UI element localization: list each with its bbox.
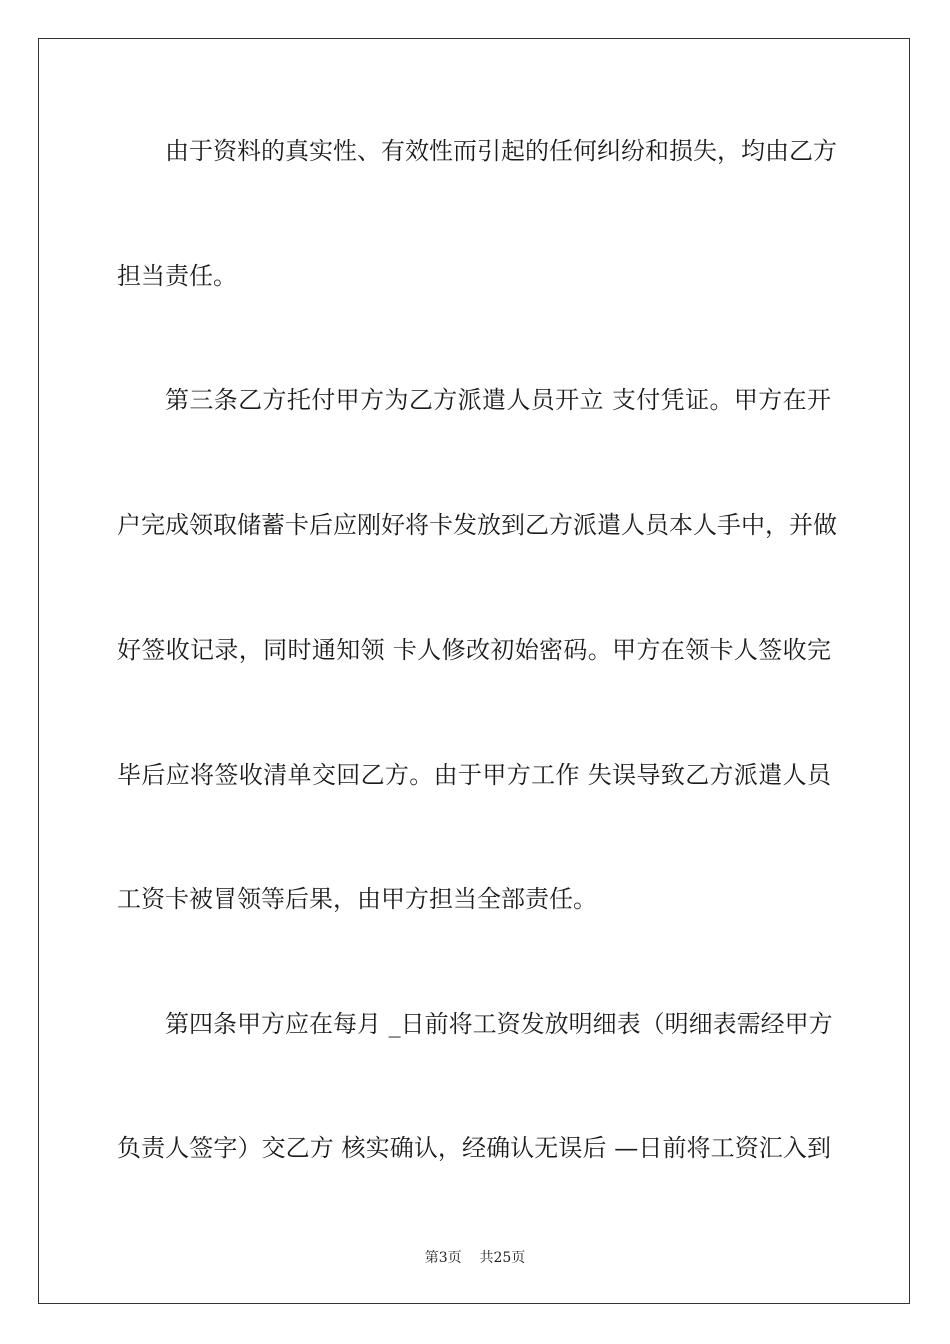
paragraph-line: 负责人签字）交乙方 核实确认，经确认无误后 —日前将工资汇入到 (117, 1134, 831, 1162)
paragraph-line: 担当责任。 (117, 262, 237, 290)
page-border (38, 38, 910, 1304)
page-number-footer: 第3页 共25页 (424, 1250, 526, 1266)
paragraph-line: 工资卡被冒领等后果，由甲方担当全部责任。 (117, 885, 597, 913)
paragraph-line: 户完成领取储蓄卡后应刚好将卡发放到乙方派遣人员本人手中，并做 (117, 511, 837, 539)
paragraph-line: 好签收记录，同时通知领 卡人修改初始密码。甲方在领卡人签收完 (117, 636, 831, 664)
paragraph-line: 第四条甲方应在每月 _日前将工资发放明细表（明细表需经甲方 (165, 1010, 833, 1038)
paragraph-line: 毕后应将签收清单交回乙方。由于甲方工作 失误导致乙方派遣人员 (117, 761, 831, 789)
paragraph-line: 第三条乙方托付甲方为乙方派遣人员开立 支付凭证。甲方在开 (165, 386, 831, 414)
paragraph-line: 由于资料的真实性、有效性而引起的任何纠纷和损失，均由乙方 (165, 137, 837, 165)
